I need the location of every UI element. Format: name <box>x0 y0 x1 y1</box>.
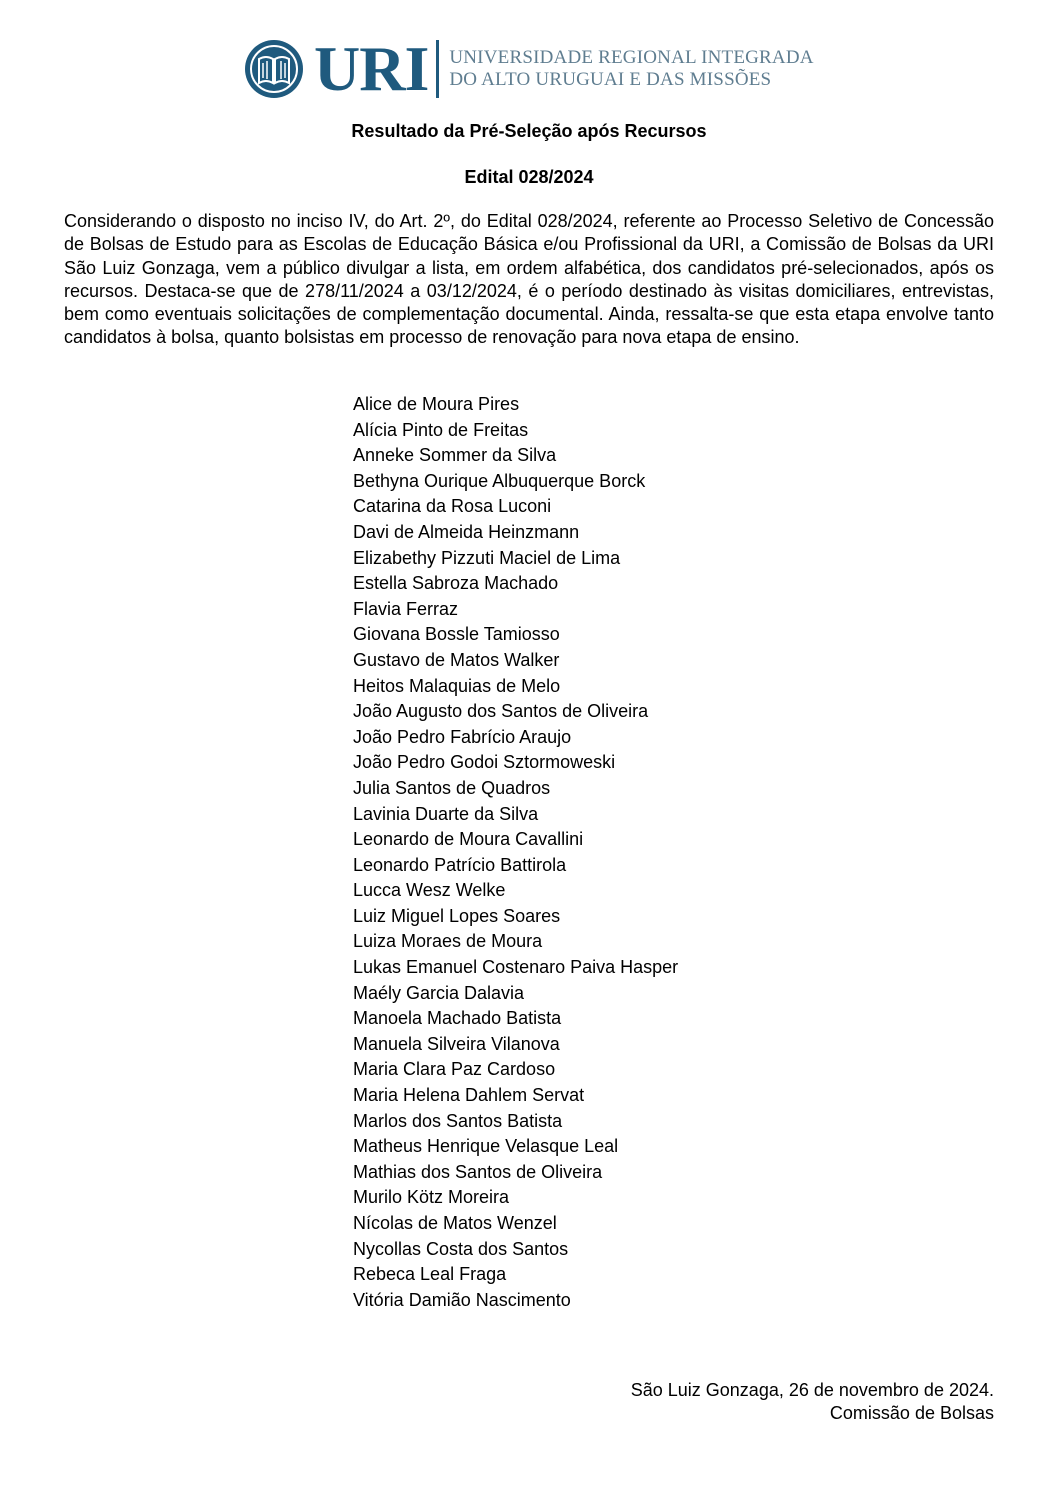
candidate-name: Leonardo de Moura Cavallini <box>353 829 584 850</box>
candidate-name: Gustavo de Matos Walker <box>353 649 560 670</box>
university-header <box>244 33 814 104</box>
candidate-name: Vitória Damião Nascimento <box>353 1289 571 1310</box>
candidate-name: Matheus Henrique Velasque Leal <box>353 1136 619 1157</box>
candidate-name: João Pedro Godoi Sztormoweski <box>353 752 616 773</box>
candidate-name: Luiza Moraes de Moura <box>353 931 543 952</box>
header-divider <box>436 40 439 98</box>
candidate-name: Manuela Silveira Vilanova <box>353 1033 560 1054</box>
candidate-name: Lavinia Duarte da Silva <box>353 803 539 824</box>
candidate-name: João Pedro Fabrício Araujo <box>353 726 572 747</box>
document-subtitle: Edital 028/2024 <box>464 167 594 187</box>
candidate-name: Nycollas Costa dos Santos <box>353 1238 569 1259</box>
candidate-name: Estella Sabroza Machado <box>353 573 559 594</box>
signature-block <box>631 1379 994 1425</box>
university-name-line-1: UNIVERSIDADE REGIONAL INTEGRADA <box>449 47 814 68</box>
candidate-name: Rebeca Leal Fraga <box>353 1264 507 1285</box>
candidate-name: Alícia Pinto de Freitas <box>353 419 529 440</box>
candidate-name: Marlos dos Santos Batista <box>353 1110 563 1131</box>
candidate-name: Bethyna Ourique Albuquerque Borck <box>353 470 646 491</box>
candidate-name: João Augusto dos Santos de Oliveira <box>353 701 649 722</box>
candidate-name: Davi de Almeida Heinzmann <box>353 521 580 542</box>
candidate-name: Heitos Malaquias de Melo <box>353 675 561 696</box>
candidate-name: Maria Clara Paz Cardoso <box>353 1059 556 1080</box>
candidate-name: Maria Helena Dahlem Servat <box>353 1085 585 1106</box>
candidate-name: Murilo Kötz Moreira <box>353 1187 510 1208</box>
candidate-name: Elizabethy Pizzuti Maciel de Lima <box>353 547 621 568</box>
candidate-name: Giovana Bossle Tamiosso <box>353 624 560 645</box>
candidate-name: Nícolas de Matos Wenzel <box>353 1213 557 1233</box>
university-name <box>449 47 813 91</box>
candidate-name: Leonardo Patrício Battirola <box>353 854 567 875</box>
candidate-name: Flavia Ferraz <box>353 598 459 619</box>
signature: Comissão de Bolsas <box>829 1403 994 1423</box>
candidate-name: Mathias dos Santos de Oliveira <box>353 1161 603 1182</box>
candidate-name: Maély Garcia Dalavia <box>353 982 525 1003</box>
candidate-name: Alice de Moura Pires <box>353 394 520 414</box>
candidate-list <box>353 392 678 1313</box>
document-title: Resultado da Pré-Seleção após Recursos <box>351 121 707 141</box>
candidate-name: Catarina da Rosa Luconi <box>353 496 552 517</box>
candidate-name: Lucca Wesz Welke <box>353 880 506 901</box>
candidate-name: Luiz Miguel Lopes Soares <box>353 905 561 926</box>
candidate-name: Manoela Machado Batista <box>353 1008 562 1029</box>
university-acronym: URI <box>314 33 429 104</box>
candidate-name: Julia Santos de Quadros <box>353 777 551 798</box>
candidate-name: Anneke Sommer da Silva <box>353 445 557 466</box>
university-name-line-2: DO ALTO URUGUAI E DAS MISSÕES <box>449 69 772 90</box>
book-emblem-icon <box>244 39 304 99</box>
candidate-name: Lukas Emanuel Costenaro Paiva Hasper <box>353 957 679 978</box>
place-date: São Luiz Gonzaga, 26 de novembro de 2024. <box>630 1380 994 1400</box>
intro-paragraph: Considerando o disposto no inciso IV, do Art. 2º, do Edital 028/2024, referente ao Processo Seletivo de Concessão de Bolsas de Estudo para as Escolas de Educação Básica e/ou Profissional da URI, a Comissão de Bolsas da URI São Luiz Gonzaga, vem a público divulgar a lista, em ordem alfabética, dos candidatos pré-selecionados, após os recursos. Destaca-se que de 278/11/2024 a 03/12/2024, é o período destinado às visitas domiciliares, entrevistas, bem como eventuais solicitações de complementação documental. Ainda, ressalta-se que esta etapa envolve tanto candidatos à bolsa, quanto bolsistas em processo de renovação para nova etapa de ensino. <box>64 211 994 348</box>
